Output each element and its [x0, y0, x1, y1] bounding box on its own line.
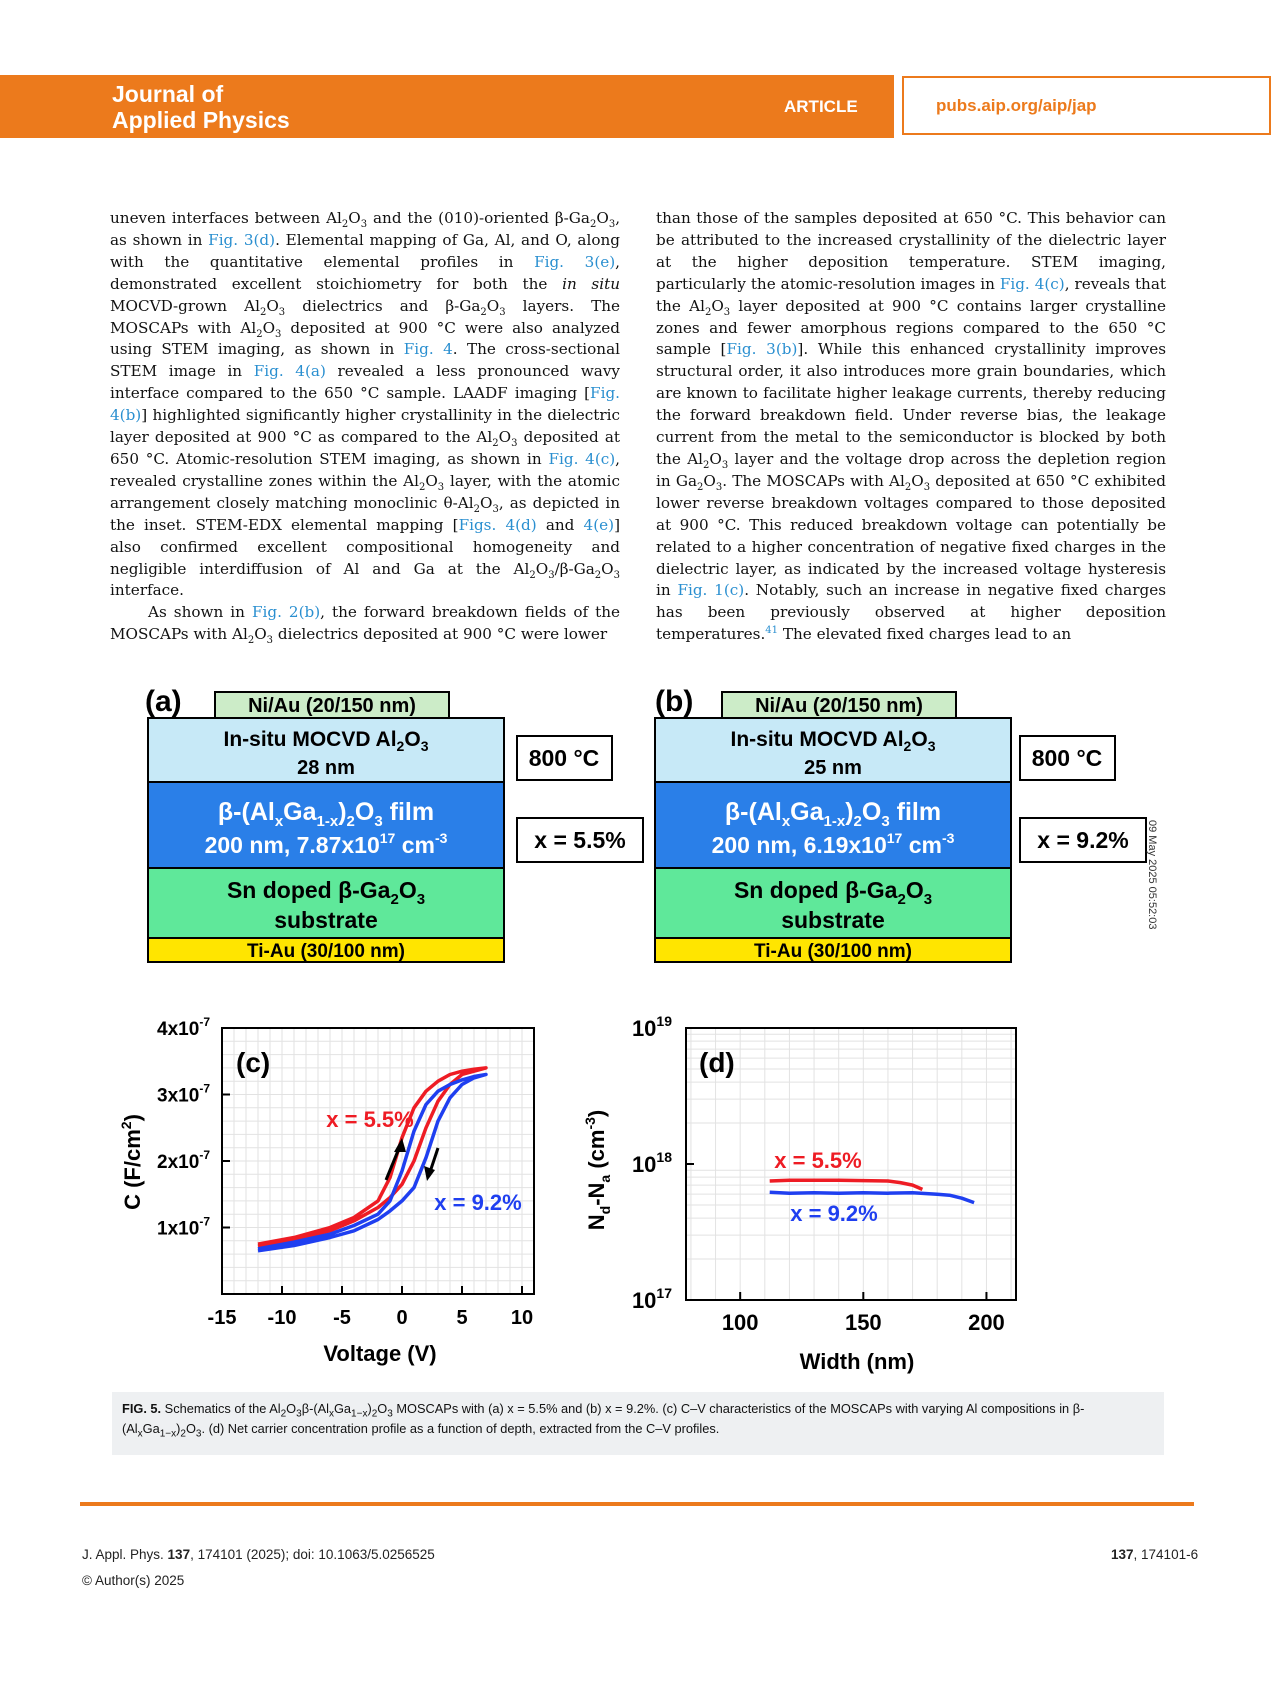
figure-5 [100, 680, 1180, 1380]
journal-name [112, 81, 290, 133]
y-tick-label: $4x10^{-7}$ [157, 1015, 210, 1040]
bottom-contact-label: Ti-Au (30/100 nm) [246, 941, 406, 962]
footer-rule [80, 1502, 1194, 1506]
panel-label: (b) [655, 685, 694, 718]
dielectric-thickness: 25 nm [804, 757, 862, 779]
cv-curve [258, 1075, 486, 1251]
x-tick-label: -5 [333, 1307, 351, 1329]
annotation-series-1: x = 5.5% [326, 1107, 414, 1132]
y-tick-label: $10^{19}$ [631, 1013, 672, 1041]
body-paragraph: than those of the samples deposited at 650 °C. This behavior can be attributed to the increased crystallinity of the dielectric layer at the higher deposition temperature. STEM imaging, particularly the atomic-resolution images in Fig. 4(c), reveals that the $Al_2O_3$ layer deposited at 900 °C contains larger crystalline zones and fewer amorphous regions compared to the 650 °C sample [Fig. 3(b)]. While this enhanced crystallinity improves structural order, it also introduces more grain boundaries, which are known to facilitate higher leakage currents, thereby reducing the forward breakdown field. Under reverse bias, the leakage current from the metal to the semiconductor is blocked by both the $Al_2O_3$ layer and the voltage drop across the depletion region in $Ga_2O_3$. The MOSCAPs with $Al_2O_3$ deposited at 650 °C exhibited lower reverse breakdown voltages compared to those deposited at 900 °C. This reduced breakdown voltage can potentially be related to a higher concentration of negative fixed charges in the dielectric layer, as indicated by the increased voltage hysteresis in Fig. 1(c). Notably, such an increase in negative fixed charges has been previously observed at higher deposition temperatures.$^{41}$ The elevated fixed charges lead to an [656, 209, 1166, 644]
chart-cv [118, 1015, 534, 1366]
x-tick-label: 0 [396, 1307, 408, 1329]
composition-label: x = 5.5% [534, 827, 626, 853]
x-tick-label: 100 [721, 1310, 759, 1335]
x-axis-label: Voltage (V) [323, 1341, 437, 1366]
y-axis-label: C $(F/cm^2)$ [118, 1114, 145, 1210]
y-tick-label: $1x10^{-7}$ [157, 1214, 210, 1240]
panel-label: (d) [699, 1047, 735, 1078]
body-paragraph: uneven interfaces between $Al_2O_3$ and the (010)-oriented $\beta-Ga_2O_3$, as shown in Fig. 3(d). Elemental mapping of Ga, Al, and O, along with the quantitative elemental profiles in Fig. 3(e), demonstrated excellent stoichiometry for both the in situ MOCVD-grown $Al_2O_3$ dielectrics and $\beta-Ga_2O_3$ layers. The MOSCAPs with $Al_2O_3$ deposited at 900 °C were also analyzed using STEM imaging, as shown in Fig. 4. The cross-sectional STEM image in Fig. 4(a) revealed a less pronounced wavy interface compared to the 650 °C sample. LAADF imaging [Fig. 4(b)] highlighted significantly higher crystallinity in the dielectric layer deposited at 900 °C as compared to the $Al_2O_3$ deposited at 650 °C. Atomic-resolution STEM imaging, as shown in Fig. 4(c), revealed crystalline zones within the $Al_2O_3$ layer, with the atomic arrangement closely matching monoclinic $\theta-Al_2O_3$, as depicted in the inset. STEM-EDX elemental mapping [Figs. 4(d) and 4(e)] also confirmed excellent compositional homogeneity and negligible interdiffusion of Al and Ga at the $Al_2O_3/\beta-Ga_2O_3$ interface. [110, 209, 621, 600]
journal-line2: Applied Physics [112, 107, 290, 133]
dielectric-label: In-situ MOCVD $Al_2O_3$ [223, 728, 429, 754]
x-tick-label: 200 [968, 1310, 1005, 1335]
journal-url-box[interactable] [902, 76, 1271, 135]
annotation-series-1: x = 5.5% [774, 1148, 862, 1173]
film-doping: 200 nm, $7.87x10^{17}$ $cm^{-3}$ [204, 830, 448, 858]
y-tick-label: $10^{18}$ [631, 1149, 672, 1177]
x-tick-label: 5 [456, 1307, 468, 1329]
series-group [258, 1068, 486, 1251]
copyright-line: © Author(s) 2025 [82, 1573, 185, 1588]
substrate-label-2: substrate [781, 907, 885, 933]
body-paragraph: As shown in Fig. 2(b), the forward breakdown fields of the MOSCAPs with $Al_2O_3$ dielectrics deposited at 900 °C were lower [110, 603, 621, 647]
top-contact-label: Ni/Au (20/150 nm) [248, 695, 416, 717]
temperature-label: 800 °C [1031, 745, 1103, 771]
film-label: $\beta-(Al_xGa_{1-x})_2O_3$ film [724, 798, 942, 830]
annotation-series-2: x = 9.2% [790, 1201, 878, 1226]
film-label: $\beta-(Al_xGa_{1-x})_2O_3$ film [217, 798, 435, 830]
series-group [770, 1180, 974, 1202]
x-tick-label: 150 [844, 1310, 882, 1335]
x-tick-label: -10 [267, 1307, 297, 1329]
y-tick-label: $2x10^{-7}$ [157, 1148, 210, 1173]
journal-header [0, 75, 1275, 138]
caption-label: FIG. 5. [122, 1401, 162, 1416]
substrate-label: Sn doped $\beta-Ga_2O_3$ [226, 877, 426, 908]
axis-ticks [157, 1015, 533, 1329]
annotation-series-2: x = 9.2% [434, 1190, 522, 1215]
panel-label: (a) [145, 685, 182, 718]
journal-line1: Journal of [112, 81, 224, 107]
y-tick-label: $3x10^{-7}$ [157, 1081, 210, 1107]
substrate-label-2: substrate [274, 907, 378, 933]
citation-line: J. Appl. Phys. 137, 174101 (2025); doi: 10.1063/5.0256525 [82, 1547, 435, 1562]
journal-url-link[interactable]: pubs.aip.org/aip/jap [936, 96, 1097, 115]
bottom-contact-label: Ti-Au (30/100 nm) [753, 941, 913, 962]
x-tick-label: -15 [207, 1307, 237, 1329]
y-axis-label: $N_d-N_a$ $(cm^{-3})$ [582, 1109, 613, 1231]
body-column-left [110, 208, 620, 646]
figure-caption: FIG. 5. Schematics of the $Al_2O_3\beta-(Al_xGa_{1-x})_2O_3$ MOSCAPs with (a) x = 5.5% and (b) x = 9.2%. (c) C–V characteristics of the MOSCAPs with varying Al compositions in $\beta-(Al_xGa_{1-x})_2O_3$. (d) Net carrier concentration profile as a function of depth, extracted from the C–V profiles. [112, 1392, 1164, 1455]
dielectric-thickness: 28 nm [297, 757, 355, 779]
axis-ticks [632, 1013, 1005, 1335]
body-column-right [656, 208, 1166, 646]
composition-label: x = 9.2% [1037, 827, 1129, 853]
chart-doping-profile [582, 1013, 1016, 1374]
header-band [0, 75, 894, 138]
download-timestamp: 09 May 2025 05:52:03 [1146, 820, 1158, 930]
x-tick-label: 10 [510, 1307, 534, 1329]
y-tick-label: $10^{17}$ [631, 1285, 672, 1313]
arrow-reverse-sweep [430, 1148, 438, 1172]
top-contact-label: Ni/Au (20/150 nm) [755, 695, 923, 717]
article-type-label: ARTICLE [784, 97, 858, 116]
dielectric-label: In-situ MOCVD $Al_2O_3$ [730, 728, 936, 754]
panel-a-schematic [145, 685, 643, 962]
temperature-label: 800 °C [528, 745, 600, 771]
page-number: 137, 174101-6 [1111, 1547, 1199, 1562]
x-axis-label: Width (nm) [799, 1349, 915, 1374]
panel-b-schematic [655, 685, 1146, 962]
substrate-label: Sn doped $\beta-Ga_2O_3$ [733, 877, 933, 908]
panel-label: (c) [236, 1047, 271, 1078]
film-doping: 200 nm, $6.19x10^{17}$ $cm^{-3}$ [711, 830, 955, 858]
